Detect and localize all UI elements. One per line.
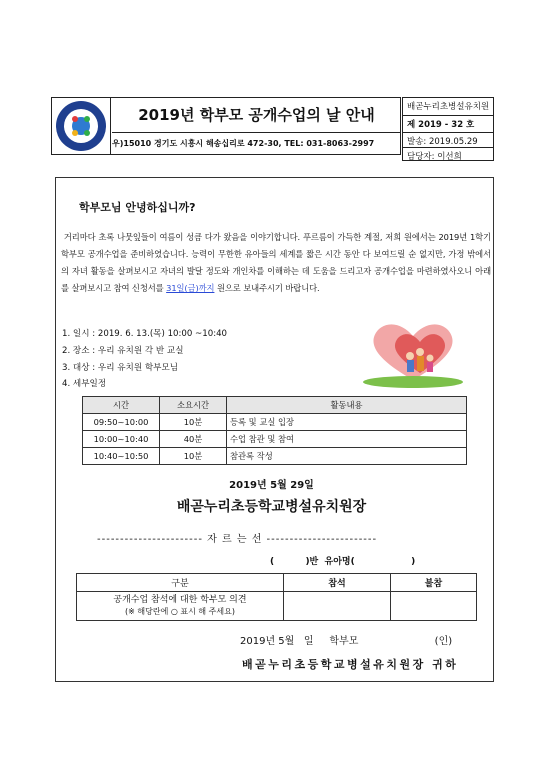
reply-row-note: (※ 해당란에 ○ 표시 해 주세요) bbox=[125, 607, 235, 616]
cell-time: 09:50~10:00 bbox=[83, 414, 160, 431]
cell-activity: 등록 및 교실 입장 bbox=[227, 414, 467, 431]
item-target: 3. 대상 : 우리 유치원 학부모님 bbox=[62, 363, 179, 373]
cell-time: 10:00~10:40 bbox=[83, 431, 160, 448]
para-text-2: 원으로 보내주시기 바랍니다. bbox=[214, 283, 320, 293]
reply-row bbox=[77, 592, 477, 621]
item-date: 1. 일시 : 2019. 6. 13.(목) 10:00 ~10:40 bbox=[62, 329, 228, 339]
para-text-1: 거리마다 초록 나뭇잎들이 여름이 성큼 다가 왔음을 이야기합니다. 푸르름이 가득한 계절, 저희 원에서는 2019년 1학기 학부모 공개수업을 준비하였습니다. 능력이 무한한 유아들의 세계를 짧은 시간 동안 다 보여드릴 순 없지만, 가정 밖에서의 자녀 활동을 살펴보시고 자녀의 발달 정도와 개인차를 이해하는 데 도움을 드리고자 공개수업을 마련하였사오니 아래를 살펴보시고 참여 신청서를 bbox=[61, 232, 491, 293]
deadline-link[interactable]: 31일(금)까지 bbox=[166, 283, 215, 293]
issue-date: 발송: 2019.05.29 bbox=[403, 132, 493, 147]
header-time: 시간 bbox=[83, 397, 160, 414]
header-duration: 소요시간 bbox=[160, 397, 227, 414]
table-row bbox=[83, 414, 467, 431]
item-place: 2. 장소 : 우리 유치원 각 반 교실 bbox=[62, 346, 184, 356]
table-header-row bbox=[83, 397, 467, 414]
cell-duration: 10분 bbox=[160, 414, 227, 431]
cell-activity: 참관록 작성 bbox=[227, 448, 467, 465]
cell-activity: 수업 참관 및 참여 bbox=[227, 431, 467, 448]
greeting: 학부모님 안녕하십니까? bbox=[79, 201, 196, 214]
issue-info-box bbox=[402, 97, 494, 161]
principal-signature: 배곧누리초등학교병설유치원장 bbox=[176, 499, 367, 515]
reply-addressee: 배곧누리초등학교병설유치원장 귀하 bbox=[242, 658, 459, 671]
letter-date: 2019년 5월 29일 bbox=[229, 480, 314, 491]
schedule-table bbox=[82, 396, 467, 465]
item-schedule: 4. 세부일정 bbox=[62, 379, 107, 389]
document-title: 2019년 학부모 공개수업의 날 안내 bbox=[112, 97, 401, 133]
cut-line: ----------------------- 자 르 는 선 ------------------------ bbox=[97, 534, 378, 545]
school-address: 우)15010 경기도 시흥시 해송십리로 472-30, TEL: 031-8063-2997 bbox=[112, 139, 375, 148]
class-name-line: ( )반 유아명( ) bbox=[270, 557, 416, 567]
reply-row-title: 공개수업 참석에 대한 학부모 의견 bbox=[113, 595, 247, 605]
issue-number: 제 2019 - 32 호 bbox=[403, 115, 493, 130]
reply-table bbox=[76, 573, 477, 621]
issuer: 배곧누리초병설유치원 bbox=[407, 102, 490, 112]
header-activity: 활동내용 bbox=[227, 397, 467, 414]
absent-cell[interactable] bbox=[391, 592, 477, 621]
reply-header-attend: 참석 bbox=[284, 574, 391, 592]
intro-paragraph bbox=[61, 229, 491, 297]
cell-time: 10:40~10:50 bbox=[83, 448, 160, 465]
manager: 담당자: 이선희 bbox=[403, 147, 493, 162]
reply-header-absent: 불참 bbox=[391, 574, 477, 592]
reply-sign-line: 2019년 5월 일 학부모 (인) bbox=[240, 636, 453, 647]
table-row bbox=[83, 448, 467, 465]
cell-duration: 10분 bbox=[160, 448, 227, 465]
attend-cell[interactable] bbox=[284, 592, 391, 621]
cell-duration: 40분 bbox=[160, 431, 227, 448]
reply-header-row bbox=[77, 574, 477, 592]
school-emblem-icon bbox=[54, 99, 108, 153]
school-logo bbox=[51, 97, 111, 155]
family-heart-illustration bbox=[358, 318, 468, 388]
table-row bbox=[83, 431, 467, 448]
reply-row-label bbox=[77, 592, 284, 621]
reply-header-category: 구분 bbox=[77, 574, 284, 592]
